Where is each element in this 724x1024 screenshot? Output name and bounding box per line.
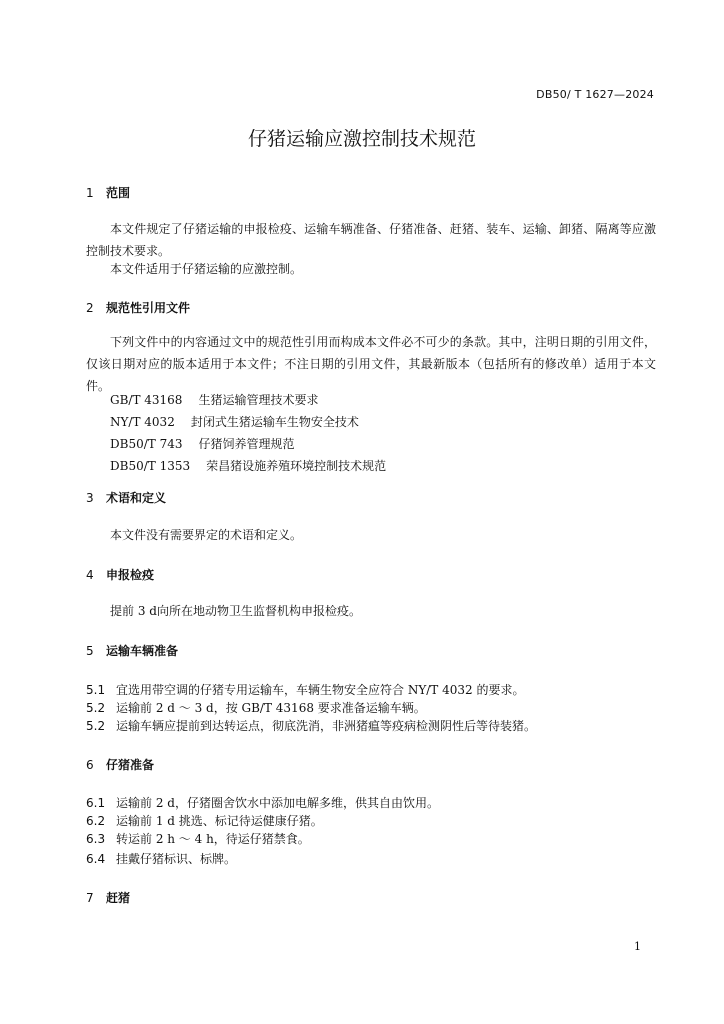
section-heading-6 [86, 756, 154, 773]
section-number: 7 [86, 891, 94, 905]
reference-code: DB50/T 743 [110, 437, 183, 451]
clause-item [86, 850, 236, 867]
section-heading-1 [86, 184, 130, 201]
reference-title: 封闭式生猪运输车生物安全技术 [190, 415, 359, 429]
section-number: 2 [86, 301, 94, 315]
normative-refs-paragraph: 下列文件中的内容通过文中的规范性引用而构成本文件必不可少的条款。其中，注明日期的引用文件，仅该日期对应的版本适用于本文件；不注日期的引用文件，其最新版本（包括所有的修改单）适用于本文件。 [86, 335, 656, 393]
terms-paragraph: 本文件没有需要界定的术语和定义。 [110, 528, 303, 542]
section-heading-3 [86, 489, 166, 506]
reference-item [110, 391, 318, 408]
scope-paragraph-2: 本文件适用于仔猪运输的应激控制。 [110, 262, 303, 276]
clause-item [86, 681, 524, 698]
clause-number: 6.3 [86, 832, 106, 846]
clause-number: 6.4 [86, 852, 106, 866]
reference-code: GB/T 43168 [110, 393, 183, 407]
section-title: 申报检疫 [106, 568, 155, 582]
reference-item [110, 435, 295, 452]
clause-text: 运输车辆应提前到达转运点，彻底洗消，非洲猪瘟等疫病检测阴性后等待装猪。 [116, 719, 537, 733]
reference-title: 仔猪饲养管理规范 [198, 437, 295, 451]
section-number: 5 [86, 644, 94, 658]
reference-code: NY/T 4032 [110, 415, 175, 429]
page-number: 1 [634, 940, 641, 953]
quarantine-paragraph: 提前 3 d向所在地动物卫生监督机构申报检疫。 [110, 604, 361, 618]
clause-item [86, 794, 439, 811]
clause-text: 挂戴仔猪标识、标牌。 [116, 852, 237, 866]
document-title: 仔猪运输应激控制技术规范 [247, 128, 476, 150]
document-code: DB50/ T 1627—2024 [536, 88, 654, 101]
section-heading-7 [86, 889, 130, 906]
section-number: 3 [86, 491, 94, 505]
clause-item [86, 717, 536, 734]
section-number: 1 [86, 186, 94, 200]
clause-number: 5.1 [86, 683, 106, 697]
clause-number: 6.2 [86, 814, 106, 828]
clause-text: 运输前 2 d ～ 3 d，按 GB/T 43168 要求准备运输车辆。 [116, 701, 426, 715]
scope-paragraph-1: 本文件规定了仔猪运输的申报检疫、运输车辆准备、仔猪准备、赶猪、装车、运输、卸猪、隔离等应激控制技术要求。 [86, 222, 656, 258]
clause-text: 运输前 2 d，仔猪圈舍饮水中添加电解多维，供其自由饮用。 [116, 796, 439, 810]
section-title: 仔猪准备 [106, 758, 155, 772]
section-heading-2 [86, 299, 190, 316]
section-title: 赶猪 [106, 891, 131, 905]
section-number: 4 [86, 568, 94, 582]
reference-code: DB50/T 1353 [110, 459, 191, 473]
section-number: 6 [86, 758, 94, 772]
section-title: 运输车辆准备 [106, 644, 179, 658]
reference-title: 生猪运输管理技术要求 [198, 393, 319, 407]
clause-number: 5.2 [86, 719, 106, 733]
clause-item [86, 830, 310, 847]
reference-item [110, 413, 359, 430]
clause-item [86, 812, 323, 829]
section-title: 术语和定义 [106, 491, 167, 505]
section-title: 规范性引用文件 [106, 301, 191, 315]
clause-text: 运输前 1 d 挑选、标记待运健康仔猪。 [116, 814, 323, 828]
clause-text: 转运前 2 h ～ 4 h，待运仔猪禁食。 [116, 832, 310, 846]
clause-text: 宜选用带空调的仔猪专用运输车，车辆生物安全应符合 NY/T 4032 的要求。 [116, 683, 525, 697]
reference-title: 荣昌猪设施养殖环境控制技术规范 [206, 459, 387, 473]
section-title: 范围 [106, 186, 131, 200]
section-heading-5 [86, 642, 178, 659]
reference-item [110, 457, 386, 474]
clause-number: 6.1 [86, 796, 106, 810]
section-heading-4 [86, 566, 154, 583]
clause-number: 5.2 [86, 701, 106, 715]
clause-item [86, 699, 426, 716]
